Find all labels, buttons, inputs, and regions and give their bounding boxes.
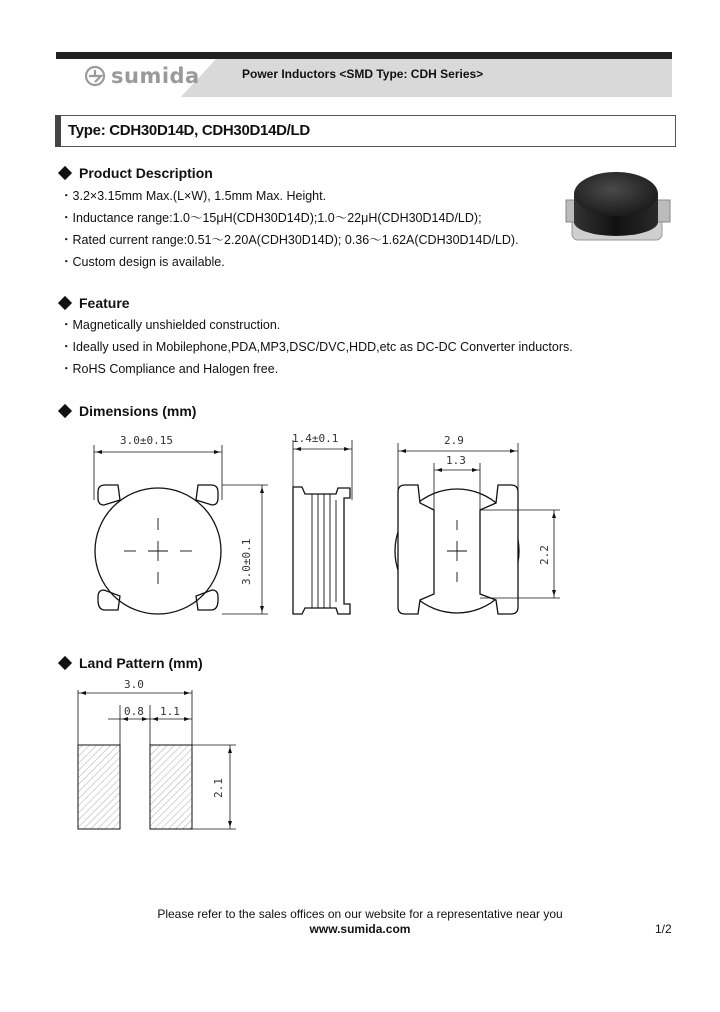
product-photo (560, 160, 675, 255)
list-item: ・ Magnetically unshielded construction. (60, 314, 573, 336)
dim-bottom-width: 2.9 (444, 434, 464, 447)
diamond-bullet-icon (58, 404, 72, 418)
diamond-bullet-icon (58, 296, 72, 310)
dimensions-title: Dimensions (mm) (79, 403, 197, 419)
sumida-logo-icon (84, 65, 106, 87)
brand-name: sumida (111, 64, 200, 88)
product-description-title: Product Description (79, 165, 213, 181)
land-pattern-title: Land Pattern (mm) (79, 655, 203, 671)
sumida-logo (84, 64, 200, 88)
dim-front-width: 3.0±0.15 (120, 434, 173, 447)
land-pattern-drawing (0, 675, 720, 835)
diamond-bullet-icon (58, 656, 72, 670)
list-item: ・ Ideally used in Mobilephone,PDA,MP3,DSC/DVC,HDD,etc as DC-DC Converter inductors. (60, 336, 573, 358)
land-pad-height: 2.1 (212, 778, 225, 798)
dim-bottom-height: 2.2 (538, 545, 551, 565)
list-item: ・ Inductance range:1.0～15μH(CDH30D14D);1.0～22μH(CDH30D14D/LD); (60, 207, 519, 229)
dim-side-width: 1.4±0.1 (292, 432, 339, 445)
list-item: ・ 3.2×3.15mm Max.(L×W), 1.5mm Max. Height. (60, 185, 519, 207)
feature-list (60, 314, 573, 380)
feature-title: Feature (79, 295, 130, 311)
list-item: ・ Custom design is available. (60, 251, 519, 273)
product-description-list (60, 185, 519, 273)
page-header-title: Power Inductors <SMD Type: CDH Series> (242, 67, 484, 81)
diamond-bullet-icon (58, 166, 72, 180)
land-pattern-heading (58, 655, 203, 671)
product-description-heading (58, 165, 213, 181)
feature-heading (58, 295, 130, 311)
list-item: ・ Rated current range:0.51～2.20A(CDH30D14D); 0.36～1.62A(CDH30D14D/LD). (60, 229, 519, 251)
land-total-width: 3.0 (124, 678, 144, 691)
dimensions-heading (58, 403, 196, 419)
land-gap: 0.8 (124, 705, 144, 718)
type-label: Type: CDH30D14D, CDH30D14D/LD (68, 122, 310, 139)
dimensions-drawing (0, 425, 720, 625)
dim-front-height: 3.0±0.1 (240, 538, 253, 585)
land-pad-width: 1.1 (160, 705, 180, 718)
list-item: ・ RoHS Compliance and Halogen free. (60, 358, 573, 380)
footer-website-link[interactable]: www.sumida.com (309, 922, 411, 936)
dim-bottom-inner: 1.3 (446, 454, 466, 467)
page-number: 1/2 (655, 922, 672, 936)
header-rule (56, 52, 672, 59)
footer-note: Please refer to the sales offices on our website for a representative near you (157, 907, 563, 921)
